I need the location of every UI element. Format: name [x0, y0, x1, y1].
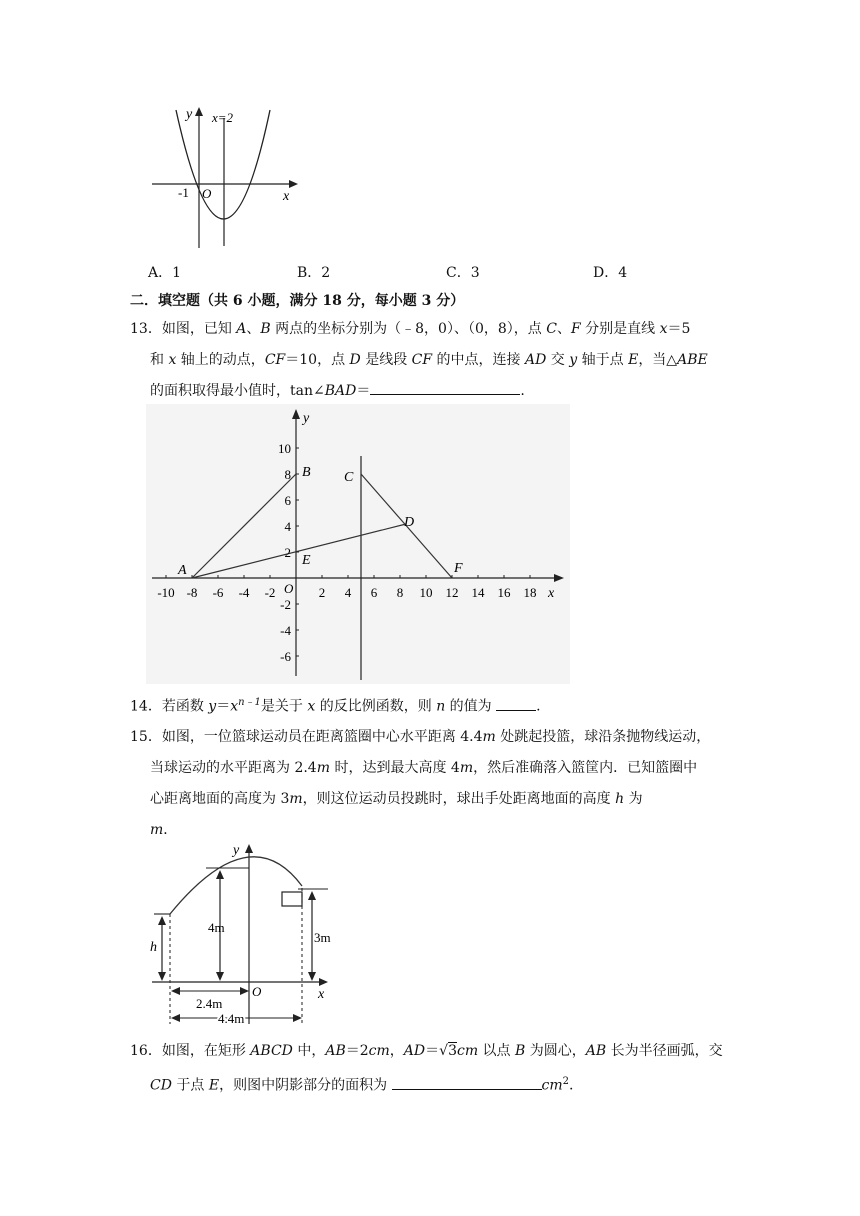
x-tick-label: -2 — [264, 585, 276, 600]
x-tick-label: 14 — [471, 585, 485, 600]
option-b — [297, 262, 330, 282]
var: E — [208, 1077, 220, 1094]
text: ＝ — [356, 383, 371, 399]
text: ，则图中阴影部分的面积为 — [219, 1077, 392, 1094]
var: x — [168, 352, 177, 368]
text: 、 — [556, 321, 571, 337]
text: ＝5 — [667, 321, 691, 337]
text: ， — [389, 1043, 404, 1059]
text: 长为半径画弧，交 — [606, 1043, 723, 1059]
option-letter: A． — [148, 265, 173, 281]
text: 为圆心， — [525, 1043, 586, 1059]
text: ＝2 — [345, 1043, 369, 1059]
text: 交 — [546, 352, 570, 368]
q16-line1 — [130, 1038, 723, 1064]
y-axis-label: y — [233, 843, 240, 858]
q13-line1 — [130, 316, 690, 342]
y-tick-label: -2 — [280, 597, 291, 612]
unit: m — [459, 760, 474, 776]
point-f-label: F — [454, 561, 463, 576]
origin-label: O — [252, 984, 262, 999]
text: 为 — [624, 791, 643, 807]
text: 如图，一位篮球运动员在距离篮圈中心水平距离 4.4 — [161, 729, 483, 745]
text: 当球运动的水平距离为 2.4 — [150, 760, 317, 776]
height-4m-label: 4m — [208, 920, 225, 935]
var: BAD — [324, 383, 357, 399]
x-tick-label: -4 — [238, 585, 250, 600]
option-d — [593, 262, 627, 282]
text: 时，达到最大高度 4 — [330, 760, 460, 776]
q13-line2 — [150, 347, 708, 373]
var: AB — [585, 1043, 607, 1059]
option-letter: B． — [297, 265, 322, 281]
var: CF — [411, 352, 433, 368]
text: 分别是直线 — [580, 321, 660, 337]
var: D — [349, 352, 361, 368]
var: x — [230, 698, 239, 715]
y-axis-label: y — [186, 107, 193, 122]
text: 和 — [150, 352, 169, 368]
question-number: 14． — [130, 698, 162, 715]
answer-blank[interactable] — [392, 1073, 542, 1090]
q16-line2 — [150, 1069, 573, 1099]
point-d-label: D — [404, 515, 415, 530]
y-tick-label: 10 — [278, 441, 291, 456]
var: y — [569, 352, 578, 368]
text: ，当△ — [638, 352, 678, 368]
x-tick-label: -6 — [212, 585, 224, 600]
var: CD — [150, 1077, 172, 1094]
point-e-label: E — [302, 553, 311, 568]
var: h — [615, 791, 625, 807]
text: 心距离地面的高度为 3 — [150, 791, 290, 807]
y-tick-label: -4 — [280, 623, 291, 638]
option-value: 4 — [618, 265, 628, 281]
var: ABCD — [250, 1043, 293, 1059]
var: E — [628, 352, 639, 368]
var: n — [436, 698, 446, 715]
q15-line3 — [150, 786, 643, 812]
x-tick-label: 18 — [523, 585, 537, 600]
minus-one-label: -1 — [178, 185, 189, 200]
option-value: 1 — [172, 265, 182, 281]
var: F — [570, 321, 581, 337]
question-number: 16． — [130, 1043, 162, 1059]
question-number: 15． — [130, 729, 162, 745]
line-label: x=2 — [212, 110, 234, 125]
origin-label: O — [284, 581, 294, 596]
exponent: n﹣1 — [238, 697, 261, 708]
point-a-label: A — [178, 563, 187, 578]
option-letter: D． — [593, 265, 619, 281]
height-3m-label: 3m — [314, 930, 331, 945]
text: ＝ — [216, 698, 231, 715]
y-tick-label: 4 — [284, 519, 291, 534]
option-value: 2 — [321, 265, 331, 281]
q13-line3 — [150, 378, 525, 404]
x-tick-label: 2 — [318, 585, 326, 600]
text: 轴于点 — [577, 352, 629, 368]
text: ． — [163, 822, 178, 838]
x-tick-label: 10 — [419, 585, 433, 600]
point-c-label: C — [344, 470, 354, 485]
q15-line2 — [150, 755, 697, 781]
var: ABE — [677, 352, 708, 368]
x-tick-label: -8 — [186, 585, 198, 600]
var: C — [546, 321, 557, 337]
origin-label: O — [202, 186, 212, 201]
x-tick-label: 6 — [370, 585, 378, 600]
point-b-label: B — [302, 465, 311, 480]
text: 两点的坐标分别为（﹣8，0）、（0，8），点 — [270, 321, 547, 337]
question-number: 13． — [130, 321, 162, 337]
var: x — [659, 321, 668, 337]
text: 的面积取得最小值时，tan∠ — [150, 383, 325, 399]
var: CF — [264, 352, 286, 368]
text: 轴上的动点， — [176, 352, 265, 368]
x-tick-label: 12 — [445, 585, 459, 600]
text: 是线段 — [360, 352, 412, 368]
q14-line — [130, 690, 541, 720]
x-tick-label: 4 — [344, 585, 352, 600]
sqrt-symbol: √ — [439, 1043, 449, 1059]
option-a — [148, 262, 181, 282]
text: 如图，在矩形 — [161, 1043, 251, 1059]
var: A — [236, 321, 247, 337]
basketball-figure — [148, 838, 338, 1030]
section-title: 二．填空题（共 6 小题，满分 18 分，每小题 3 分） — [130, 293, 465, 309]
y-tick-label: 2 — [284, 545, 291, 560]
text: 处跳起投篮，球沿条抛物线运动， — [495, 729, 711, 745]
text: 的中点，连接 — [432, 352, 525, 368]
text: 中， — [292, 1043, 326, 1059]
unit: m — [289, 791, 303, 807]
unit: m — [150, 822, 164, 838]
unit: m — [316, 760, 330, 776]
var: B — [260, 321, 271, 337]
text: 以点 — [478, 1043, 516, 1059]
x-axis-label: x — [283, 189, 290, 204]
text: 的反比例函数，则 — [315, 698, 437, 715]
text: 如图，已知 — [161, 321, 237, 337]
text: 、 — [246, 321, 261, 337]
h-label: h — [150, 940, 157, 955]
text: ，然后准确落入篮筐内．已知篮圈中 — [473, 760, 698, 776]
text: ＝ — [425, 1043, 440, 1059]
y-tick-label: 8 — [284, 467, 291, 482]
text: 若函数 — [161, 698, 209, 715]
var: AD — [525, 352, 547, 368]
text: 的值为 — [445, 698, 497, 715]
text: 是关于 — [260, 698, 308, 715]
distance-44m-label: 4.4m — [218, 1011, 245, 1026]
unit: m — [482, 729, 496, 745]
parabola-figure — [148, 98, 308, 253]
text: . — [536, 698, 541, 715]
option-value: 3 — [470, 265, 480, 281]
answer-blank[interactable] — [370, 378, 520, 395]
y-axis-label: y — [303, 411, 310, 426]
x-axis-label: x — [318, 987, 325, 1002]
option-c — [446, 262, 480, 282]
option-letter: C． — [446, 265, 471, 281]
coordinate-figure — [146, 404, 570, 684]
var: B — [515, 1043, 526, 1059]
x-tick-label: 16 — [497, 585, 511, 600]
superscript: 2 — [562, 1076, 570, 1087]
unit: cm — [456, 1043, 479, 1059]
var: AB — [325, 1043, 346, 1059]
x-tick-label: 8 — [396, 585, 404, 600]
distance-24m-label: 2.4m — [196, 996, 223, 1011]
var: x — [307, 698, 316, 715]
unit: cm — [541, 1077, 563, 1094]
text: . — [520, 383, 525, 399]
x-tick-label: -10 — [157, 585, 175, 600]
unit: cm — [368, 1043, 390, 1059]
var: AD — [403, 1043, 426, 1059]
text: ，则这位运动员投跳时，球出手处距离地面的高度 — [302, 791, 616, 807]
text: 于点 — [171, 1077, 209, 1094]
y-tick-label: 6 — [284, 493, 291, 508]
x-axis-label: x — [548, 586, 555, 601]
q15-line1 — [130, 724, 710, 750]
radicand: 3 — [448, 1043, 457, 1059]
text: ＝10，点 — [285, 352, 350, 368]
var: y — [208, 698, 217, 715]
text: . — [569, 1077, 574, 1094]
answer-blank[interactable] — [496, 694, 536, 711]
y-tick-label: -6 — [280, 649, 291, 664]
